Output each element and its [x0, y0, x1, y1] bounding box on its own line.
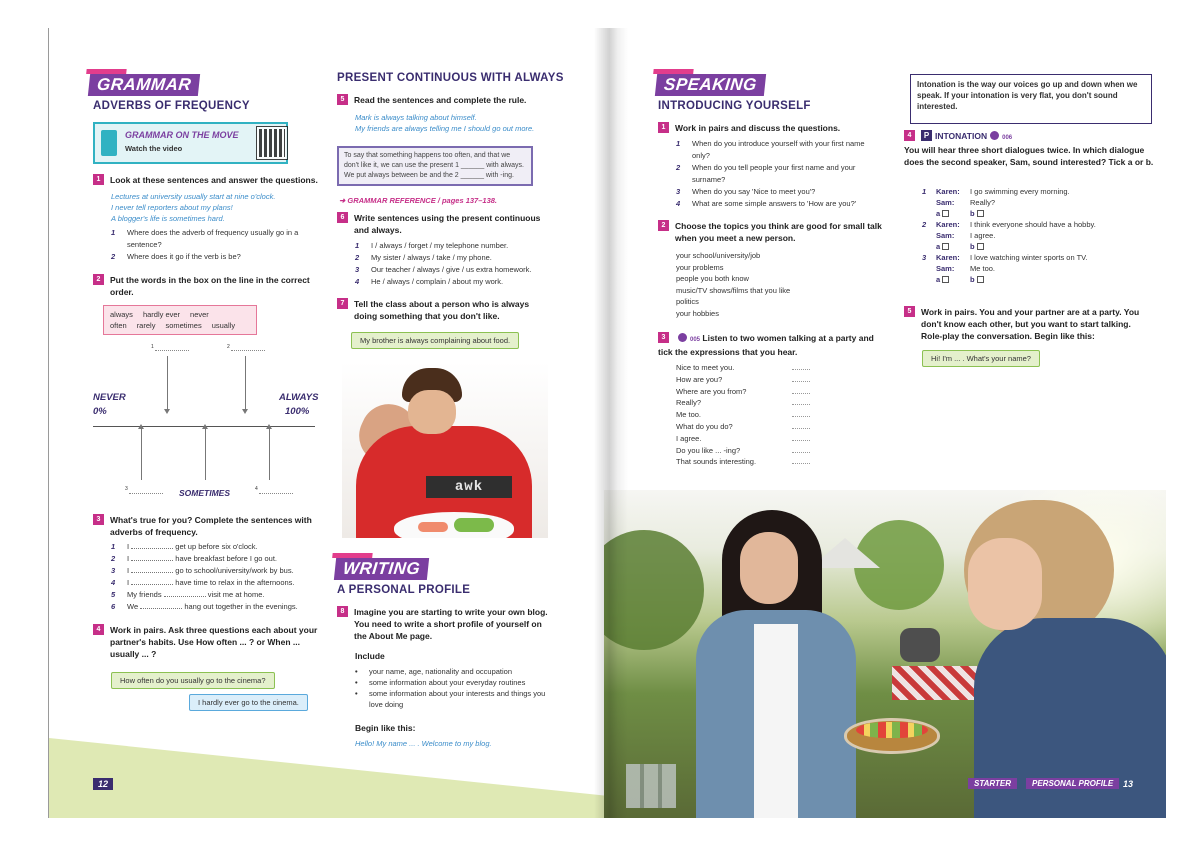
intonation-info-box: Intonation is the way our voices go up and down when we speak. If your intonation is very flat, you don't sound interested.: [910, 74, 1152, 124]
ex5-instruction: 5 Read the sentences and complete the rule.: [337, 94, 547, 106]
list-item[interactable]: Where are you from?: [676, 386, 810, 398]
ex3-instruction: 3 What's true for you? Complete the sentences with adverbs of frequency.: [93, 514, 325, 538]
example-line: My friends are always telling me I should go out more.: [355, 124, 535, 133]
example-line: Mark is always talking about himself.: [355, 113, 477, 122]
list-item: your problems: [676, 262, 724, 272]
audio-icon[interactable]: [990, 131, 999, 140]
speaking-banner: SPEAKING: [655, 74, 766, 96]
ex4-instruction: 4 P INTONATION 006 You will hear three short dialogues twice. In which dialogue does the second speaker, Sam, sound interested? Tick a or b.: [904, 131, 1154, 167]
ex7-instruction: 7 Tell the class about a person who is always doing something that you don't like.: [337, 298, 547, 322]
ex2-instruction: 2 Choose the topics you think are good for small talk when you meet a new person.: [658, 220, 888, 244]
list-item: 2 Where does it go if the verb is be?: [111, 252, 241, 261]
phone-icon: [101, 130, 117, 156]
list-item: your school/university/job: [676, 251, 761, 260]
answer-blank[interactable]: [131, 577, 173, 585]
grammar-title: ADVERBS OF FREQUENCY: [93, 100, 250, 112]
list-item: 1 When do you introduce yourself with your first name only?: [676, 139, 865, 160]
begin-text: Hello! My name ... . Welcome to my blog.: [355, 739, 492, 748]
scale-always: ALWAYS: [279, 392, 319, 403]
scale-always-pct: 100%: [285, 406, 310, 417]
page-number-left: 12: [93, 778, 113, 790]
photo-boy-at-table: [342, 362, 548, 538]
checkbox-b[interactable]: [977, 276, 984, 283]
answer-blank[interactable]: [140, 601, 182, 609]
dialogue-line: 1 Karen: I go swimming every morning.: [922, 187, 1070, 196]
expressions-list: [676, 362, 810, 468]
grammar-on-the-move-box[interactable]: [93, 122, 288, 164]
scale-never-pct: 0%: [93, 406, 107, 417]
slot-number: 1: [151, 344, 154, 350]
present-continuous-title: PRESENT CONTINUOUS WITH ALWAYS: [337, 72, 564, 84]
audio-track: 005: [690, 337, 701, 343]
ex5-instruction: 5 Work in pairs. You and your partner are at a party. You don't know each other, but you want to start talking. Role-play the conversation. Begin like this:: [904, 306, 1154, 342]
ex-number-badge: 1: [93, 174, 104, 185]
arrow-up-icon: [141, 428, 142, 480]
photo-women-at-party: [604, 490, 1166, 818]
example-line: A blogger's life is sometimes hard.: [111, 214, 225, 223]
ex1-examples: [111, 191, 331, 224]
answer-blank[interactable]: [131, 565, 173, 573]
ex1-instruction: 1 Work in pairs and discuss the questions.: [658, 122, 898, 134]
ex6-items: [355, 240, 555, 288]
list-item: 1 I get up before six o'clock.: [111, 542, 258, 551]
arrow-up-icon: [205, 428, 206, 480]
include-list: [355, 666, 555, 710]
list-item[interactable]: Me too.: [676, 409, 810, 421]
list-item: 1 Where does the adverb of frequency usually go in a sentence?: [111, 228, 299, 249]
checkbox-b[interactable]: [977, 243, 984, 250]
answer-blank[interactable]: [131, 553, 173, 561]
audio-icon[interactable]: [678, 333, 687, 342]
footer-starter-tag: STARTER: [968, 778, 1017, 789]
list-item: 5 My friends visit me at home.: [111, 590, 265, 599]
tick-options: a b: [922, 208, 1152, 219]
list-item: • some information about your interests and things you love doing: [355, 689, 546, 709]
list-item: music/TV shows/films that you like: [676, 285, 791, 295]
shirt-print: awk: [426, 476, 512, 498]
dialogue-line: 3 Karen: I love watching winter sports on TV.: [922, 253, 1088, 262]
ex2-instruction: 2 Put the words in the box on the line in the correct order.: [93, 274, 323, 298]
list-item[interactable]: How are you?: [676, 374, 810, 386]
writing-title: A PERSONAL PROFILE: [337, 584, 471, 596]
list-item[interactable]: That sounds interesting.: [676, 456, 810, 468]
list-item: 6 We hang out together in the evenings.: [111, 602, 298, 611]
on-the-move-subtitle: Watch the video: [125, 144, 183, 153]
list-item: 1 I / always / forget / my telephone number.: [355, 241, 509, 250]
dialogue-line: Sam: Really?: [936, 198, 996, 207]
checkbox-a[interactable]: [942, 243, 949, 250]
intonation-label: INTONATION: [935, 131, 988, 141]
topics-list: [676, 250, 790, 319]
green-footer-band: [49, 718, 604, 818]
list-item: your hobbies: [676, 308, 719, 318]
speech-bubble-hi: Hi! I'm ... . What's your name?: [922, 350, 1040, 367]
ex1-questions: [111, 227, 316, 263]
grammar-reference-link[interactable]: ➜ GRAMMAR REFERENCE / pages 137–138.: [339, 196, 497, 205]
ex3-items: [111, 541, 331, 613]
list-item: 3 When do you say 'Nice to meet you'?: [676, 187, 816, 196]
answer-slot[interactable]: [231, 350, 265, 351]
arrow-up-icon: [269, 428, 270, 480]
audio-track: 006: [1002, 135, 1013, 141]
ex8-instruction: 8 Imagine you are starting to write your own blog. You need to write a short profile of yourself on the About Me page.: [337, 606, 551, 642]
ex1-instruction: 1 Look at these sentences and answer the questions.: [93, 174, 343, 186]
speaking-title: INTRODUCING YOURSELF: [658, 100, 811, 112]
word-box: always hardly ever never often rarely sometimes usually: [103, 305, 257, 335]
slot-number: 4: [255, 486, 258, 492]
ex1-items: [676, 138, 876, 210]
arrow-down-icon: [167, 356, 168, 410]
arrow-down-icon: [245, 356, 246, 410]
list-item: 4 I have time to relax in the afternoons.: [111, 578, 295, 587]
dialogues: [922, 186, 1152, 285]
left-page: [48, 28, 604, 818]
example-line: Lectures at university usually start at nine o'clock.: [111, 192, 276, 201]
answer-slot[interactable]: [259, 493, 293, 494]
speech-bubble-question: How often do you usually go to the cinema?: [111, 672, 275, 689]
page-number-right: 13: [1123, 779, 1134, 789]
list-item: 3 Our teacher / always / give / us extra homework.: [355, 265, 532, 274]
answer-blank[interactable]: [164, 589, 206, 597]
scale-sometimes: SOMETIMES: [179, 488, 231, 498]
dialogue-line: 2 Karen: I think everyone should have a hobby.: [922, 220, 1096, 229]
pronunciation-tag: P: [921, 130, 932, 141]
list-item: politics: [676, 297, 699, 306]
list-item: 2 My sister / always / take / my phone.: [355, 253, 492, 262]
list-item: 2 When do you tell people your first name and your surname?: [676, 163, 856, 184]
list-item[interactable]: Do you like ... -ing?: [676, 445, 810, 457]
qr-code-icon[interactable]: [257, 127, 287, 159]
list-item[interactable]: Really?: [676, 397, 810, 409]
list-item: • some information about your everyday routines: [355, 678, 526, 687]
speech-bubble-brother: My brother is always complaining about food.: [351, 332, 519, 349]
begin-label: Begin like this:: [355, 723, 416, 733]
answer-blank[interactable]: [131, 541, 173, 549]
list-item: • your name, age, nationality and occupation: [355, 667, 513, 676]
include-label: Include: [355, 651, 385, 661]
list-item: 4 What are some simple answers to 'How are you?': [676, 199, 857, 208]
list-item: 2 I have breakfast before I go out.: [111, 554, 278, 563]
writing-banner: WRITING: [334, 558, 429, 580]
checkbox-a[interactable]: [942, 210, 949, 217]
ex3-instruction: 3 005 Listen to two women talking at a party and tick the expressions that you hear.: [658, 333, 874, 357]
ex6-instruction: 6 Write sentences using the present continuous and always.: [337, 212, 547, 236]
list-item[interactable]: What do you do?: [676, 421, 810, 433]
right-page: [604, 28, 1166, 818]
list-item: 3 I go to school/university/work by bus.: [111, 566, 294, 575]
dialogue-line: Sam: Me too.: [936, 264, 996, 273]
list-item: people you both know: [676, 274, 749, 283]
footer-profile-tag: PERSONAL PROFILE: [1026, 778, 1119, 789]
ex5-examples: [355, 112, 555, 134]
grammar-banner: GRAMMAR: [88, 74, 200, 96]
tick-options: a b: [922, 274, 1152, 285]
example-line: I never tell reporters about my plans!: [111, 203, 233, 212]
dialogue-line: Sam: I agree.: [936, 231, 996, 240]
answer-slot[interactable]: [155, 350, 189, 351]
tick-options: a b: [922, 241, 1152, 252]
list-item[interactable]: I agree.: [676, 433, 810, 445]
answer-slot[interactable]: [129, 493, 163, 494]
slot-number: 2: [227, 344, 230, 350]
scale-never: NEVER: [93, 392, 126, 403]
checkbox-a[interactable]: [942, 276, 949, 283]
list-item[interactable]: Nice to meet you.: [676, 362, 810, 374]
slot-number: 3: [125, 486, 128, 492]
checkbox-b[interactable]: [977, 210, 984, 217]
speech-bubble-answer: I hardly ever go to the cinema.: [189, 694, 308, 711]
ex4-instruction: 4 Work in pairs. Ask three questions each about your partner's habits. Use How often ... ? or When ... usually ... ?: [93, 624, 325, 660]
on-the-move-title: GRAMMAR ON THE MOVE: [125, 130, 239, 140]
list-item: 4 He / always / complain / about my work.: [355, 277, 504, 286]
rule-box: To say that something happens too often, and that we don't like it, we can use the present 1 ______ with always. We put always between be and the 2 ______ with -ing.: [337, 146, 533, 186]
